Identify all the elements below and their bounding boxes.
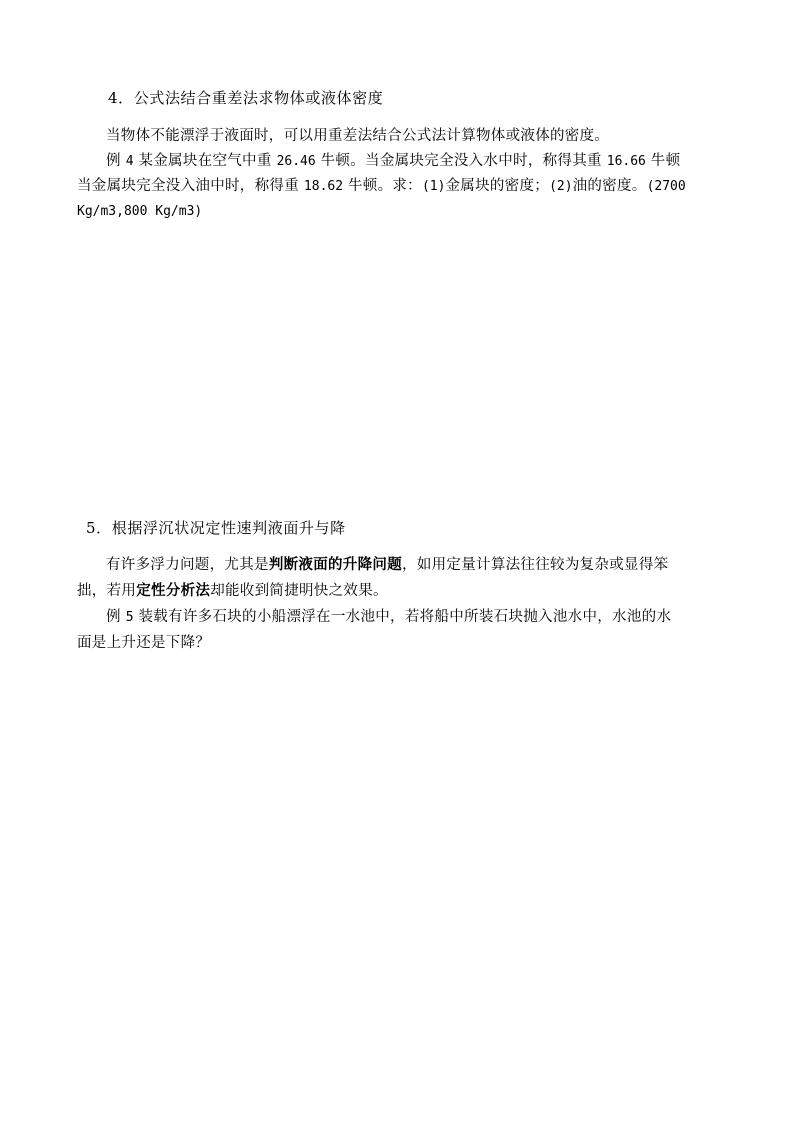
number-value: 26.46 [276,154,316,169]
item-marker: (2) [549,179,573,194]
example-5-line-1 [106,607,671,628]
section-5-paragraph-line-1 [106,555,668,575]
example-number: 5 [125,610,134,625]
text-run: 牛顿 [645,153,681,169]
example-number: 4 [125,154,134,169]
text-run: 某金属块在空气中重 [133,153,277,169]
example-4-line-2 [77,176,686,197]
text-run: 金属块的密度； [445,178,550,194]
example-4-line-3: Kg/m3,800 Kg/m3) [77,204,203,219]
section-5-heading: 5．根据浮沉状况定性速判液面升与降 [86,519,346,537]
text-run: 拙，若用 [77,583,137,599]
text-run: 却能收到简捷明快之效果。 [210,583,388,599]
text-run: 油的密度。 [572,178,647,194]
example-5-line-2: 面是上升还是下降？ [77,635,211,651]
answer-value: (2700 [646,179,686,194]
section-4-intro: 当物体不能漂浮于液面时，可以用重差法结合公式法计算物体或液体的密度。 [106,128,610,144]
item-marker: (1) [421,179,446,194]
text-run: ，如用定量计算法往往较为复杂或显得笨 [402,557,669,573]
emphasis-text: 判断液面的升降问题 [268,556,403,573]
text-run: 当金属块完全没入油中时，称得重 [77,178,304,194]
number-value: 18.62 [303,179,344,194]
text-run: 装载有许多石块的小船漂浮在一水池中，若将船中所装石块抛入池水中，水池的水 [133,609,672,625]
text-run: 有许多浮力问题，尤其是 [106,557,269,573]
text-run: 例 [106,153,126,169]
text-run: 牛顿。当金属块完全没入水中时，称得其重 [315,153,607,169]
example-4-line-1 [106,151,680,172]
section-5-paragraph-line-2 [77,581,388,601]
emphasis-text: 定性分析法 [136,582,211,599]
section-4-heading: 4．公式法结合重差法求物体或液体密度 [108,89,384,107]
number-value: 16.66 [606,154,646,169]
text-run: 牛顿。求： [343,178,422,194]
text-run: 例 [106,609,126,625]
